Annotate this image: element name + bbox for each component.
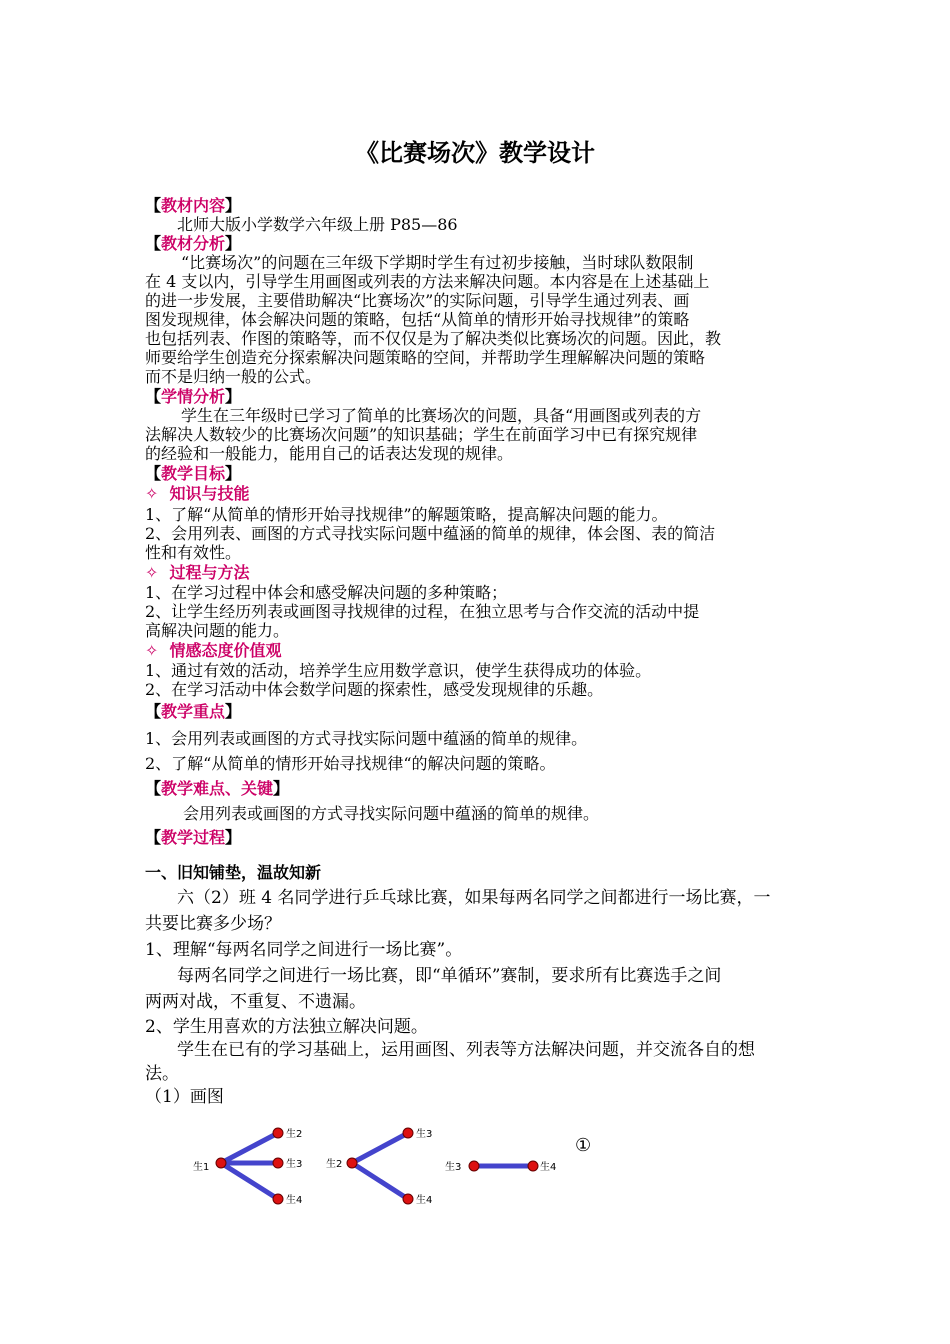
goal-line: 2、让学生经历列表或画图寻找规律的过程，在独立思考与合作交流的活动中提	[145, 602, 700, 621]
part1-line: 法。	[145, 1064, 179, 1084]
node-label: 生4	[540, 1162, 557, 1173]
goal-line: 性和有效性。	[145, 543, 242, 562]
part1-line: 六（2）班 4 名同学进行乒乓球比赛，如果每两名同学之间都进行一场比赛，一	[177, 888, 771, 908]
part1-line: 两两对战，不重复、不遗漏。	[145, 992, 366, 1012]
edge	[352, 1163, 408, 1199]
node	[273, 1128, 283, 1138]
diagram-marker: ①	[575, 1135, 592, 1156]
analysis-line: 图发现规律，体会解决问题的策略，包括“从简单的情形开始寻找规律”的策略	[145, 310, 690, 329]
bullet-icon: ✧	[145, 563, 159, 582]
node	[273, 1158, 283, 1168]
node-label: 生4	[286, 1195, 303, 1206]
part1-line: 1、理解“每两名同学之间进行一场比赛”。	[145, 940, 463, 960]
node-label: 生3	[445, 1162, 462, 1173]
analysis-line: 也包括列表、作图的策略等，而不仅仅是为了解决类似比赛场次的问题。因此，教	[145, 329, 722, 348]
heading-difficulty: 【教学难点、关键】	[145, 779, 290, 798]
node	[216, 1158, 226, 1168]
difficulty-text: 会用列表或画图的方式寻找实际问题中蕴涵的简单的规律。	[183, 804, 600, 823]
part1-line: 每两名同学之间进行一场比赛，即“单循环”赛制，要求所有比赛选手之间	[177, 966, 722, 986]
analysis-line: 师要给学生创造充分探索解决问题策略的空间，并帮助学生理解解决问题的策略	[145, 348, 706, 367]
goal-line: 1、了解“从简单的情形开始寻找规律”的解题策略，提高解决问题的能力。	[145, 505, 668, 524]
edge	[221, 1163, 278, 1199]
node	[528, 1161, 538, 1171]
edge	[352, 1133, 408, 1163]
key-line: 2、了解“从简单的情形开始寻找规律“的解决问题的策略。	[145, 754, 556, 773]
node	[403, 1194, 413, 1204]
node	[347, 1158, 357, 1168]
node	[273, 1194, 283, 1204]
student-line: 的经验和一般能力，能用自己的话表达发现的规律。	[145, 444, 514, 463]
key-line: 1、会用列表或画图的方式寻找实际问题中蕴涵的简单的规律。	[145, 729, 588, 748]
node-label: 生4	[416, 1195, 433, 1206]
node-label: 生3	[416, 1129, 433, 1140]
page-title: 《比赛场次》教学设计	[355, 139, 595, 167]
heading-student: 【学情分析】	[145, 387, 242, 406]
part1-line: 学生在已有的学习基础上，运用画图、列表等方法解决问题，并交流各自的想	[177, 1040, 755, 1060]
analysis-line: “比赛场次”的问题在三年级下学期时学生有过初步接触，当时球队数限制	[181, 253, 694, 272]
node	[403, 1128, 413, 1138]
heading-content: 【教材内容】	[145, 196, 242, 215]
bullet-icon: ✧	[145, 484, 159, 503]
analysis-line: 在 4 支以内，引导学生用画图或列表的方法来解决问题。本内容是在上述基础上	[145, 272, 710, 291]
part1-line: （1）画图	[145, 1087, 224, 1107]
diagram-edges	[221, 1133, 533, 1199]
heading-process: 【教学过程】	[145, 828, 242, 847]
goal-line: 2、在学习活动中体会数学问题的探索性，感受发现规律的乐趣。	[145, 680, 604, 699]
heading-key: 【教学重点】	[145, 702, 242, 721]
node-label: 生3	[286, 1159, 303, 1170]
bullet-icon: ✧	[145, 641, 159, 660]
node-label: 生2	[286, 1129, 303, 1140]
goal-sub-process: ✧ 过程与方法	[145, 563, 250, 582]
edge	[221, 1133, 278, 1163]
goal-line: 1、在学习过程中体会和感受解决问题的多种策略；	[145, 583, 508, 602]
part1-title: 一、旧知铺垫，温故知新	[145, 863, 322, 882]
heading-goals: 【教学目标】	[145, 464, 242, 483]
goal-line: 2、会用列表、画图的方式寻找实际问题中蕴涵的简单的规律，体会图、表的简洁	[145, 524, 716, 543]
part1-line: 共要比赛多少场？	[145, 914, 281, 934]
analysis-line: 而不是归纳一般的公式。	[145, 367, 322, 386]
goal-line: 高解决问题的能力。	[145, 621, 290, 640]
node-label: 生2	[326, 1159, 343, 1170]
match-diagram	[180, 1120, 580, 1210]
heading-analysis: 【教材分析】	[145, 234, 242, 253]
content-text: 北师大版小学数学六年级上册 P85—86	[177, 215, 458, 234]
goal-line: 1、通过有效的活动，培养学生应用数学意识，使学生获得成功的体验。	[145, 661, 652, 680]
goal-sub-knowledge: ✧ 知识与技能	[145, 484, 250, 503]
student-line: 学生在三年级时已学习了简单的比赛场次的问题，具备“用画图或列表的方	[181, 406, 702, 425]
node-label: 生1	[193, 1162, 210, 1173]
node	[469, 1161, 479, 1171]
part1-line: 2、学生用喜欢的方法独立解决问题。	[145, 1017, 428, 1037]
analysis-line: 的进一步发展，主要借助解决“比赛场次”的实际问题，引导学生通过列表、画	[145, 291, 690, 310]
goal-sub-attitude: ✧ 情感态度价值观	[145, 641, 282, 660]
student-line: 法解决人数较少的比赛场次问题”的知识基础；学生在前面学习中已有探究规律	[145, 425, 698, 444]
